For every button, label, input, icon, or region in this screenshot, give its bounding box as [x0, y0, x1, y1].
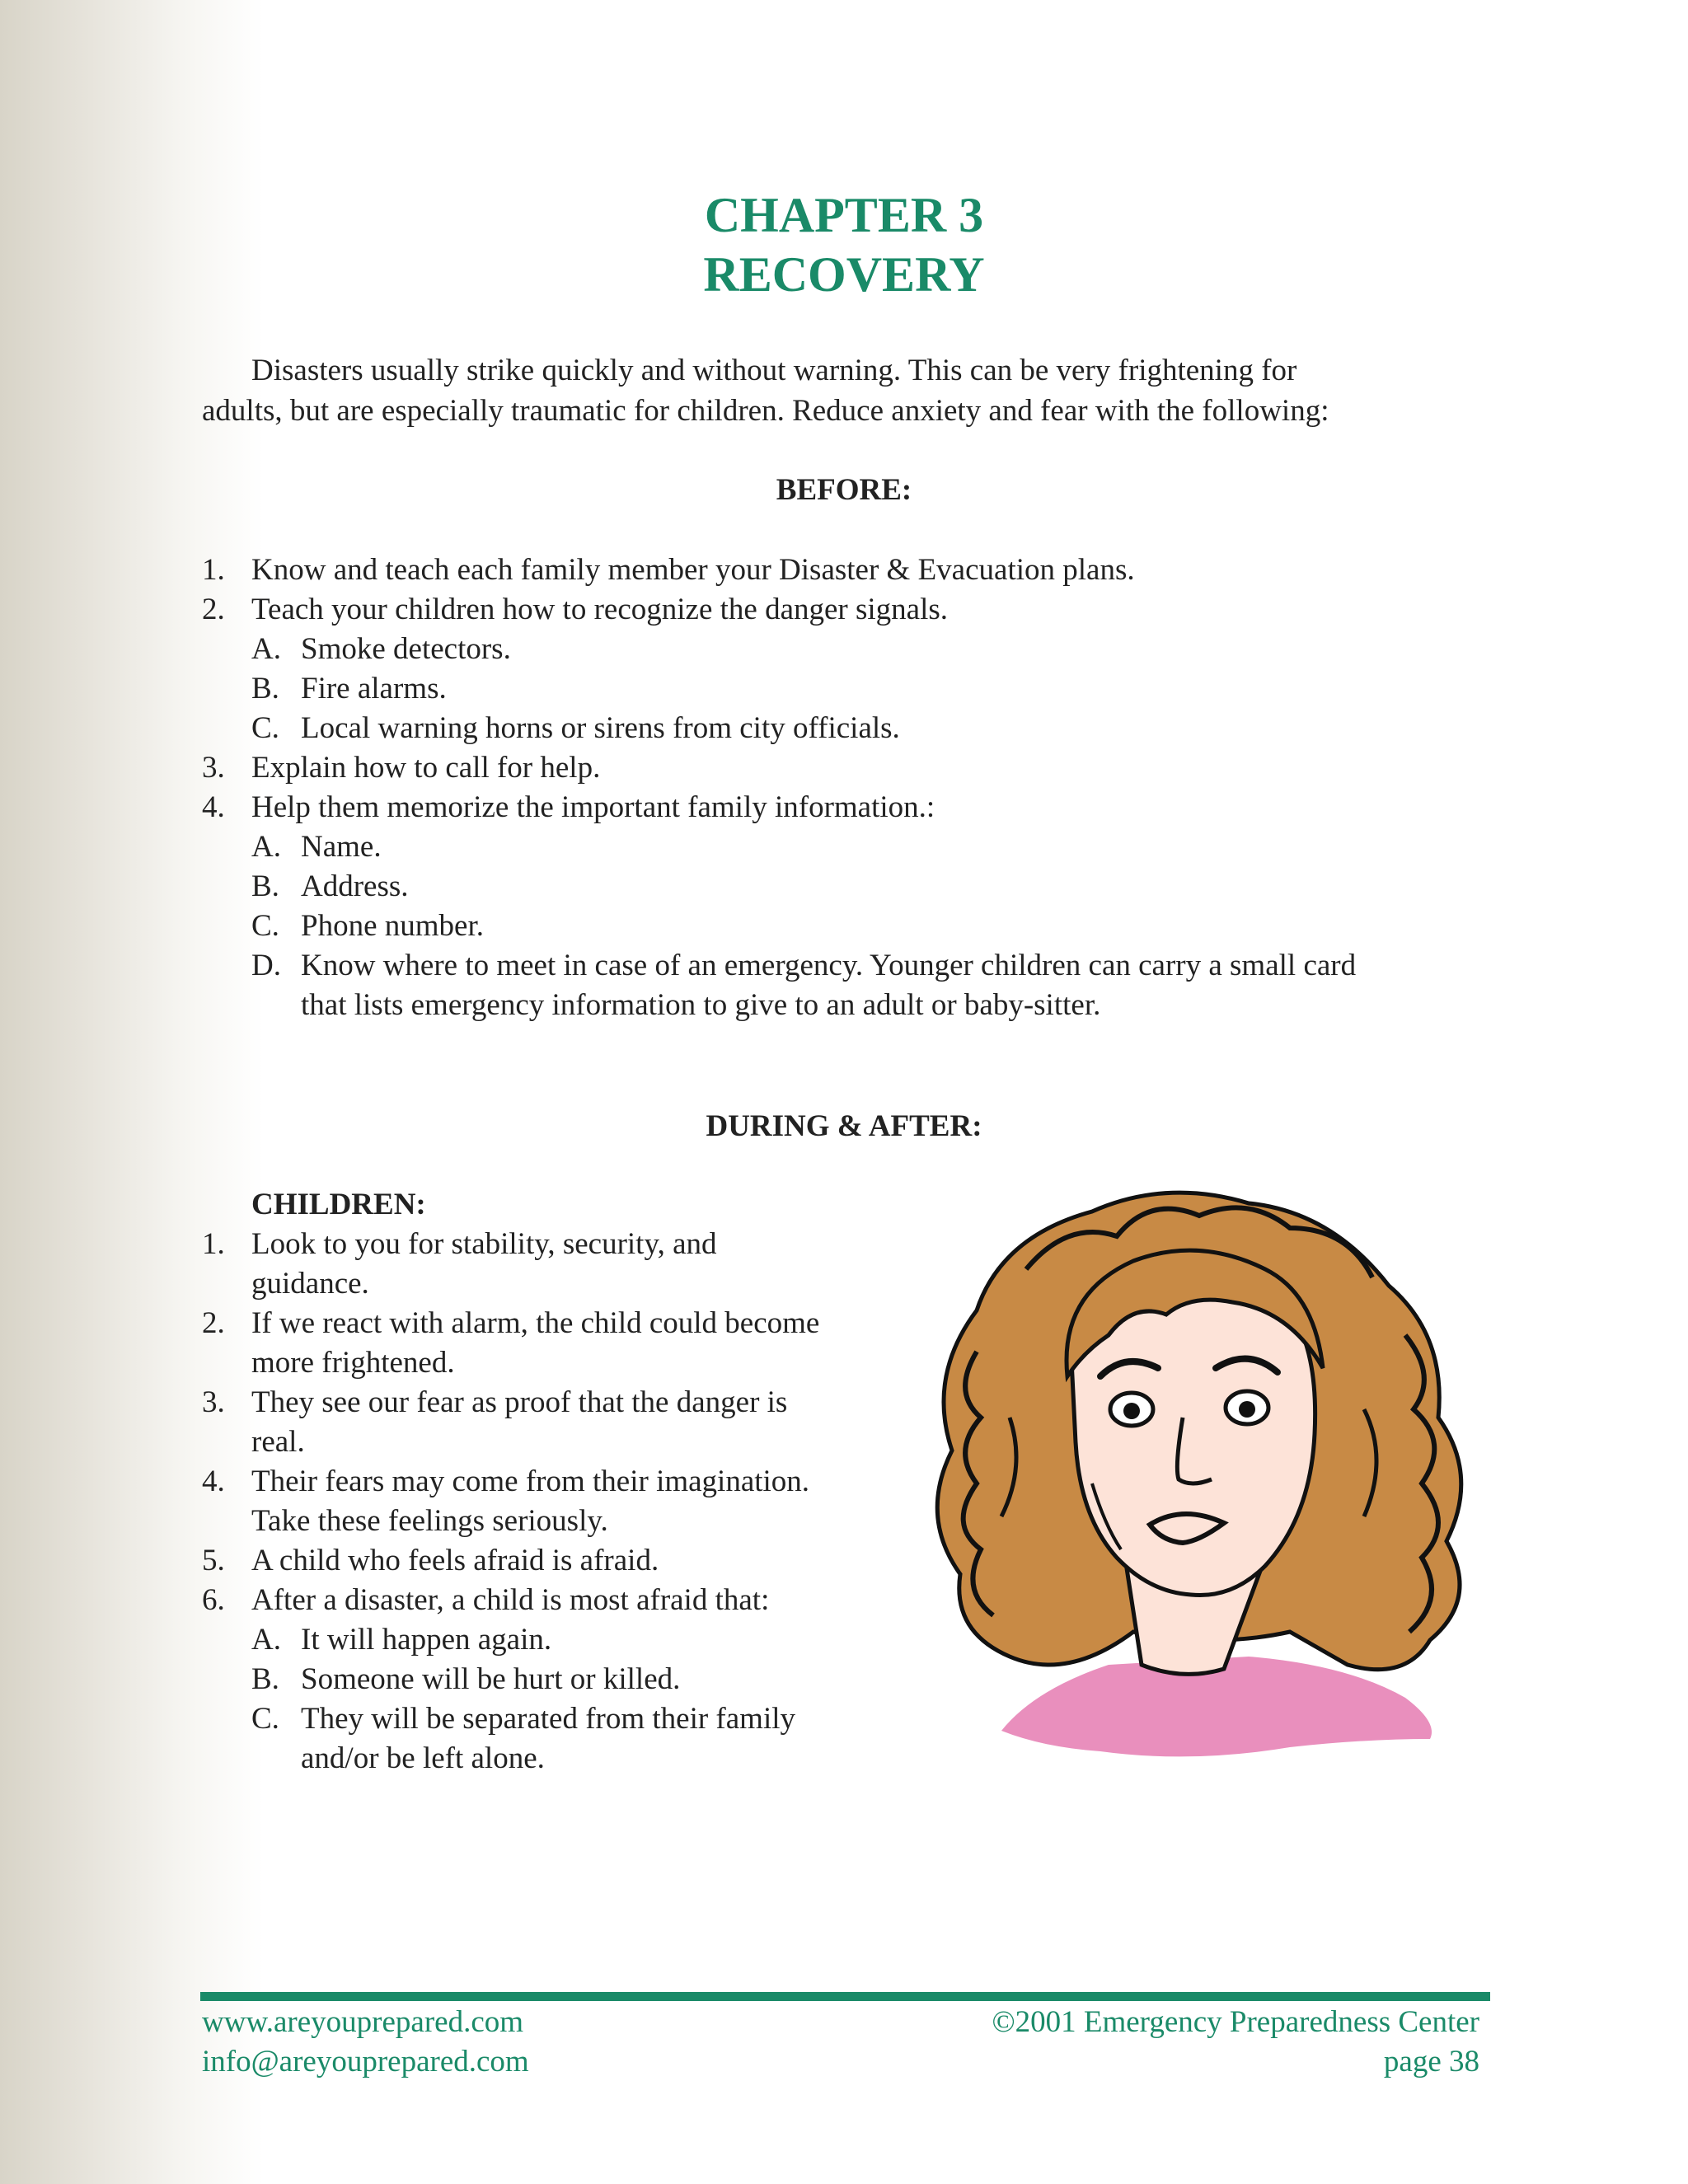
- item-number: 2.: [202, 1306, 225, 1340]
- sub-item: [202, 1699, 819, 1739]
- item-text: Help them memorize the important family information.:: [251, 790, 935, 824]
- item-text: Their fears may come from their imagination.: [251, 1465, 810, 1498]
- sub-item: [202, 867, 1356, 907]
- item-text: Smoke detectors.: [301, 632, 511, 666]
- item-number: 5.: [202, 1544, 225, 1577]
- sub-item: [202, 1620, 819, 1660]
- item-text: Address.: [301, 869, 409, 903]
- sub-item: [202, 946, 1356, 986]
- sub-item: [202, 709, 1356, 748]
- footer-rule: [200, 1992, 1490, 2001]
- sub-item: [202, 907, 1356, 946]
- list-item: [202, 1383, 819, 1422]
- list-item: [202, 1541, 819, 1581]
- item-letter: C.: [251, 909, 279, 943]
- item-number: 1.: [202, 1227, 225, 1261]
- item-letter: A.: [251, 1623, 281, 1657]
- item-text: It will happen again.: [301, 1623, 552, 1657]
- email-link[interactable]: info@areyouprepared.com: [202, 2045, 529, 2079]
- item-text: They will be separated from their family: [301, 1702, 796, 1736]
- item-text: Know and teach each family member your Disaster & Evacuation plans.: [251, 553, 1135, 587]
- list-item: [202, 551, 1356, 590]
- item-letter: C.: [251, 711, 279, 745]
- left-pupil: [1123, 1403, 1140, 1419]
- item-letter: B.: [251, 672, 279, 705]
- item-text: After a disaster, a child is most afraid that:: [251, 1583, 770, 1617]
- item-number: 3.: [202, 1385, 225, 1419]
- list-item: [202, 748, 1356, 788]
- item-text: A child who feels afraid is afraid.: [251, 1544, 659, 1577]
- before-list: [202, 551, 1356, 1025]
- intro-paragraph: [202, 350, 1488, 431]
- list-item-continued: more frightened.: [251, 1346, 455, 1380]
- list-item: [202, 788, 1356, 827]
- list-item-continued: Take these feelings seriously.: [251, 1504, 608, 1538]
- item-text: Name.: [301, 830, 382, 864]
- item-text: Someone will be hurt or killed.: [301, 1662, 681, 1696]
- list-item: [202, 590, 1356, 630]
- chapter-number: CHAPTER 3: [704, 188, 984, 242]
- item-number: 6.: [202, 1583, 225, 1617]
- chapter-title: [0, 185, 1688, 304]
- item-number: 2.: [202, 593, 225, 626]
- copyright-text: ©2001 Emergency Preparedness Center: [992, 2005, 1479, 2039]
- item-text: Teach your children how to recognize the danger signals.: [251, 593, 949, 626]
- sub-item-continued: that lists emergency information to give to an adult or baby-sitter.: [301, 988, 1101, 1022]
- list-item: [202, 1304, 819, 1343]
- sub-item-continued: and/or be left alone.: [301, 1741, 545, 1775]
- item-number: 4.: [202, 1465, 225, 1498]
- sub-item: [202, 827, 1356, 867]
- item-text: Look to you for stability, security, and: [251, 1227, 717, 1261]
- list-item-continued: real.: [251, 1425, 305, 1459]
- item-number: 3.: [202, 751, 225, 785]
- sub-item: [202, 669, 1356, 709]
- item-letter: B.: [251, 869, 279, 903]
- right-pupil: [1239, 1401, 1255, 1418]
- sub-item: [202, 630, 1356, 669]
- children-subheading: CHILDREN:: [251, 1188, 426, 1221]
- during-after-heading: DURING & AFTER:: [706, 1109, 982, 1143]
- footer-right: [992, 2003, 1480, 2082]
- intro-line-2: adults, but are especially traumatic for children. Reduce anxiety and fear with the following:: [202, 394, 1329, 428]
- item-text: Local warning horns or sirens from city officials.: [301, 711, 900, 745]
- item-letter: A.: [251, 830, 281, 864]
- item-number: 4.: [202, 790, 225, 824]
- item-letter: D.: [251, 949, 281, 982]
- item-letter: B.: [251, 1662, 279, 1696]
- item-text: If we react with alarm, the child could become: [251, 1306, 820, 1340]
- sub-item: [202, 1660, 819, 1699]
- item-text: Phone number.: [301, 909, 484, 943]
- item-text: Fire alarms.: [301, 672, 447, 705]
- list-item: [202, 1581, 819, 1620]
- before-heading: BEFORE:: [776, 473, 912, 507]
- children-list: [202, 1185, 819, 1779]
- item-text: Know where to meet in case of an emergency. Younger children can carry a small card: [301, 949, 1357, 982]
- footer-left: [202, 2003, 529, 2082]
- item-text: Explain how to call for help.: [251, 751, 601, 785]
- website-link[interactable]: www.areyouprepared.com: [202, 2005, 524, 2039]
- list-item: [202, 1462, 819, 1502]
- chapter-name: RECOVERY: [703, 247, 985, 302]
- item-letter: A.: [251, 632, 281, 666]
- intro-line-1: Disasters usually strike quickly and without warning. This can be very frightening for: [251, 354, 1297, 387]
- list-item-continued: guidance.: [251, 1267, 369, 1301]
- list-item: [202, 1225, 819, 1264]
- item-letter: C.: [251, 1702, 279, 1736]
- item-number: 1.: [202, 553, 225, 587]
- page-number: page 38: [1383, 2045, 1479, 2079]
- item-text: They see our fear as proof that the danger is: [251, 1385, 788, 1419]
- worried-girl-illustration: [903, 1170, 1496, 1797]
